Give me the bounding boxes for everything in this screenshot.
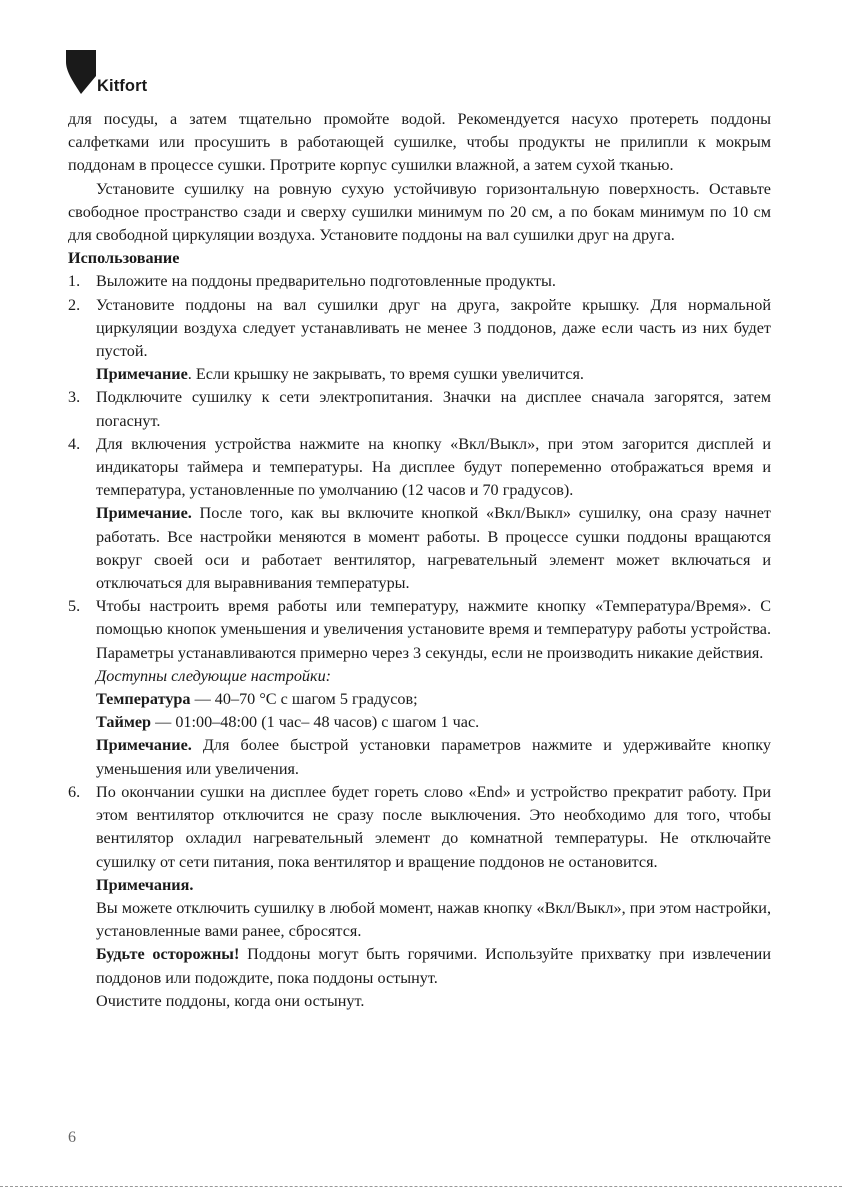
step-text: Выложите на поддоны предварительно подготовленные продукты. — [96, 272, 556, 291]
page-bottom-divider — [0, 1186, 842, 1187]
note-label: Примечание. — [96, 736, 192, 755]
list-item — [68, 433, 771, 595]
list-item — [68, 270, 771, 293]
step-number: 1. — [68, 272, 81, 291]
step-number: 4. — [68, 434, 81, 453]
note — [96, 363, 771, 386]
list-item — [68, 386, 771, 432]
notes-text: Вы можете отключить сушилку в любой момент, нажав кнопку «Вкл/Выкл», при этом настройки, установленные вами ранее, сбросятся. — [96, 898, 771, 941]
list-item — [68, 294, 771, 387]
step-text: Подключите сушилку к сети электропитания. Значки на дисплее сначала загорятся, затем погаснут. — [96, 388, 771, 430]
note — [96, 502, 771, 595]
note — [96, 734, 771, 780]
notes-label: Примечания. — [96, 875, 194, 894]
caution — [96, 943, 771, 989]
intro-paragraph: Установите сушилку на ровную сухую устойчивую горизонтальную поверхность. Оставьте свободное пространство сзади и сверху сушилки минимум по 20 см, а по бокам минимум по 10 см для свободной циркуляции воздуха. Установите поддоны на вал сушилки друг на друга. — [68, 179, 771, 245]
setting-timer — [96, 711, 771, 734]
section-title: Использование — [68, 249, 180, 268]
steps-list — [68, 270, 771, 1013]
caution-text: Поддоны могут быть горячими. Используйте прихватку при извлечении поддонов или подождите, пока поддоны остынут. — [96, 945, 771, 987]
step-text: Установите поддоны на вал сушилки друг на друга, закройте крышку. Для нормальной циркуляции воздуха следует устанавливать не менее 3 поддонов, даже если часть из них будет пустой. — [96, 295, 771, 361]
header — [66, 50, 266, 98]
kitfort-logo-icon — [66, 50, 96, 96]
step-number: 5. — [68, 597, 81, 616]
step-text: По окончании сушки на дисплее будет гореть слово «End» и устройство прекратит работу. При этом вентилятор отключится не сразу после выключения. Это необходимо для того, чтобы вентилятор охладил нагревательный элемент до комнатной температуры. Не отключайте сушилку от сети питания, пока вентилятор и вращение поддонов не остановится. — [96, 782, 771, 871]
step-number: 6. — [68, 782, 81, 801]
setting-text: — 40–70 °С с шагом 5 градусов; — [190, 690, 418, 709]
list-item — [68, 595, 771, 781]
setting-text: — 01:00–48:00 (1 час– 48 часов) с шагом 1 час. — [151, 713, 480, 732]
final-text: Очистите поддоны, когда они остынут. — [96, 991, 365, 1010]
note-text: После того, как вы включите кнопкой «Вкл/Выкл» сушилку, она сразу начнет работать. Все настройки меняются в момент работы. В процессе сушки поддоны вращаются вокруг своей оси и работает вентилятор, нагревательный элемент может включаться и отключаться для выравнивания температуры. — [96, 504, 771, 593]
settings-title: Доступны следующие настройки: — [96, 666, 332, 685]
note-text: . Если крышку не закрывать, то время сушки увеличится. — [187, 365, 584, 384]
setting-label: Таймер — [96, 713, 152, 732]
step-text: Чтобы настроить время работы или температуру, нажмите кнопку «Температура/Время». С помощью кнопок уменьшения и увеличения установите время и температуру работы устройства. Параметры устанавливаются примерно через 3 секунды, если не производить никакие действия. — [96, 597, 771, 662]
page-content — [68, 108, 771, 1013]
page-number: 6 — [68, 1129, 76, 1146]
setting-temperature — [96, 688, 771, 711]
brand-name: Kitfort — [97, 77, 148, 95]
step-number: 3. — [68, 388, 81, 407]
note-label: Примечание — [96, 365, 188, 384]
note-text: Для более быстрой установки параметров нажмите и удерживайте кнопку уменьшения или увеличения. — [96, 736, 771, 778]
step-number: 2. — [68, 295, 81, 314]
intro-paragraph: для посуды, а затем тщательно промойте водой. Рекомендуется насухо протереть поддоны салфетками или просушить в работающей сушилке, чтобы продукты не прилипли к мокрым поддонам в процессе сушки. Протрите корпус сушилки влажной, а затем сухой тканью. — [68, 110, 771, 175]
setting-label: Температура — [96, 690, 191, 709]
caution-label: Будьте осторожны! — [96, 945, 240, 964]
note-label: Примечание. — [96, 504, 192, 523]
list-item — [68, 781, 771, 1013]
step-text: Для включения устройства нажмите на кнопку «Вкл/Выкл», при этом загорится дисплей и индикаторы таймера и температуры. На дисплее будут попеременно отображаться время и температура, установленные по умолчанию (12 часов и 70 градусов). — [96, 434, 771, 500]
